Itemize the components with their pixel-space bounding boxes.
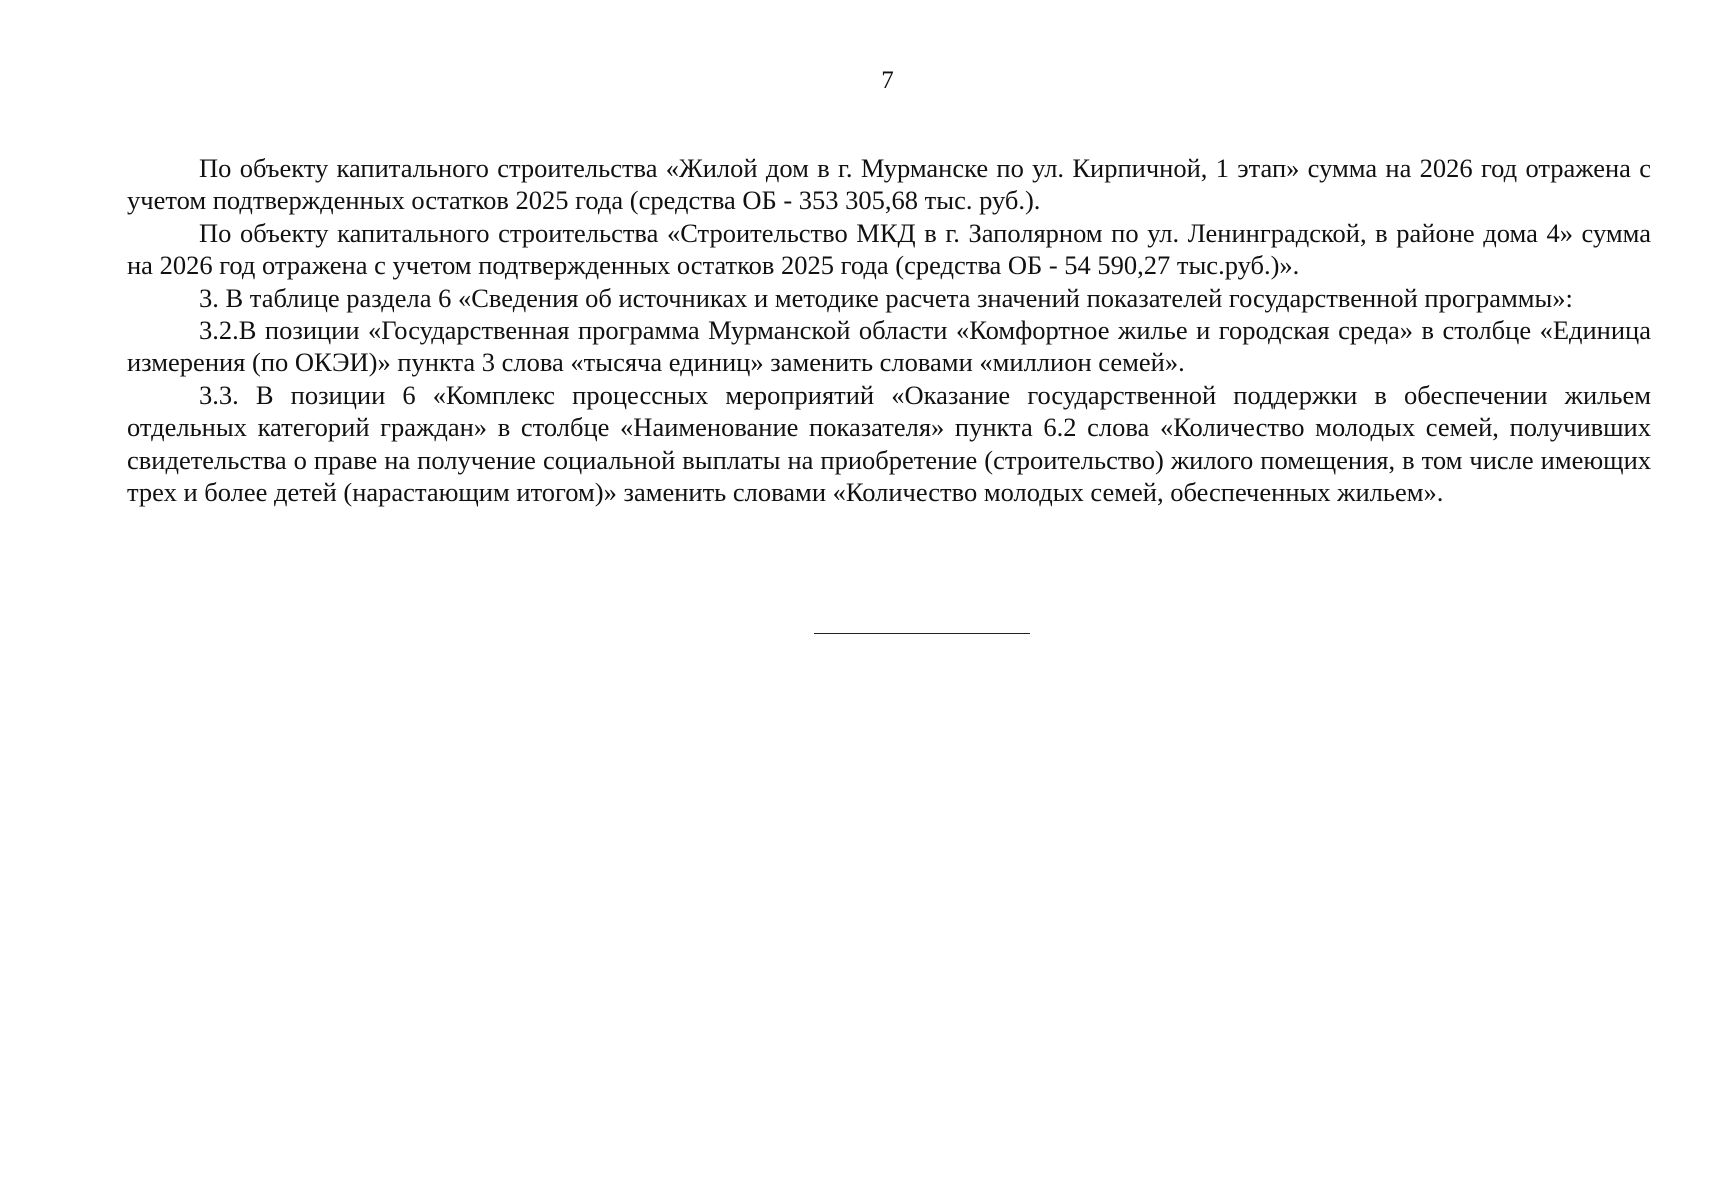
- page-number: 7: [881, 67, 894, 94]
- paragraph-item-3: 3. В таблице раздела 6 «Сведения об источниках и методике расчета значений показателей государственной программы»:: [199, 282, 1573, 313]
- paragraph-item-3-3: 3.3. В позиции 6 «Комплекс процессных мероприятий «Оказание государственной поддержки в обеспечении жильем отдельных категорий граждан» в столбце «Наименование показателя» пункта 6.2 слова «Количество молодых семей, получивших свидетельства о праве на получение социальной выплаты на приобретение (строительство) жилого помещения, в том числе имеющих трех и более детей (нарастающим итогом)» заменить словами «Количество молодых семей, обеспеченных жильем».: [127, 379, 1651, 508]
- end-of-text-rule: [814, 633, 1030, 634]
- paragraph-murmansk-kirpichnaya: По объекту капитального строительства «Жилой дом в г. Мурманске по ул. Кирпичной, 1 этап» сумма на 2026 год отражена с учетом подтвержденных остатков 2025 года (средства ОБ - 353 305,68 тыс. руб.).: [127, 153, 1651, 216]
- document-body: [127, 152, 1651, 508]
- paragraph-item-3-2: 3.2.В позиции «Государственная программа Мурманской области «Комфортное жилье и городская среда» в столбце «Единица измерения (по ОКЭИ)» пункта 3 слова «тысяча единиц» заменить словами «миллион семей».: [127, 315, 1651, 378]
- paragraph-zapolyarny-leningradskaya: По объекту капитального строительства «Строительство МКД в г. Заполярном по ул. Ленинградской, в районе дома 4» сумма на 2026 год отражена с учетом подтвержденных остатков 2025 года (средства ОБ - 54 590,27 тыс.руб.)».: [127, 217, 1651, 281]
